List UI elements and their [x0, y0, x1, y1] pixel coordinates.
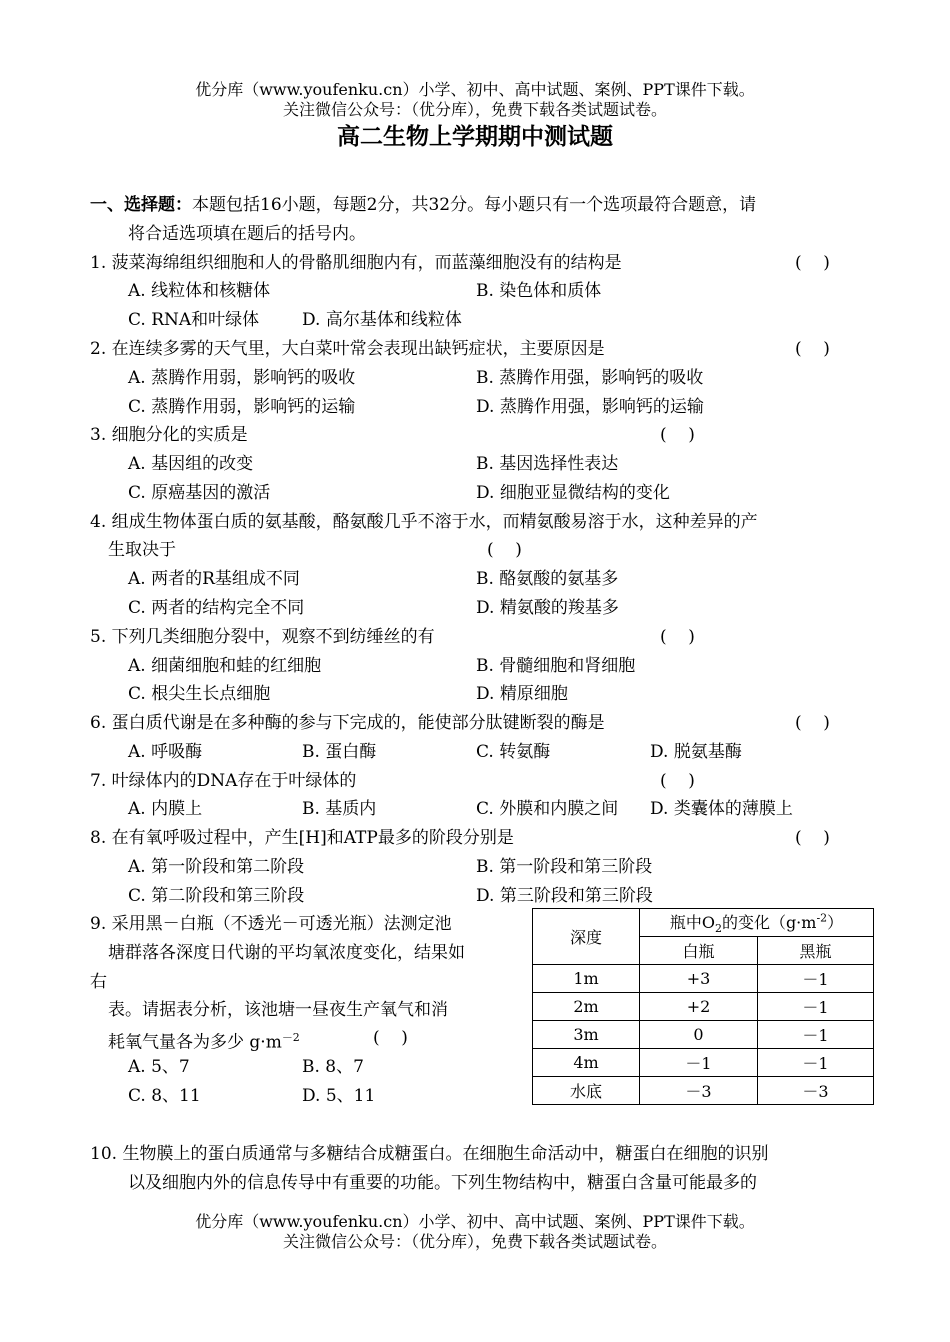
q5-answer-paren: ( ) — [660, 627, 695, 647]
table-row — [533, 993, 874, 1021]
table-cell-white: +2 — [640, 993, 758, 1021]
q6-answer-paren: ( ) — [795, 713, 830, 733]
footer-line-1: 优分库（www.youfenku.cn）小学、初中、高中试题、案例、PPT课件下载。 — [195, 1212, 755, 1231]
header-line-1: 优分库（www.youfenku.cn）小学、初中、高中试题、案例、PPT课件下载。 — [195, 80, 755, 99]
table-row — [533, 965, 874, 993]
q3-option-a: A. 基因组的改变 — [128, 454, 254, 474]
table-row — [533, 1049, 874, 1077]
q9-option-b: B. 8、7 — [302, 1057, 364, 1077]
q9-stem-line2: 塘群落各深度日代谢的平均氧浓度变化，结果如 — [108, 943, 465, 963]
q2-answer-paren: ( ) — [795, 339, 830, 359]
q4-stem: 4. 组成生物体蛋白质的氨基酸，酪氨酸几乎不溶于水，而精氨酸易溶于水，这种差异的产 — [90, 512, 758, 532]
q10-stem: 10. 生物膜上的蛋白质通常与多糖结合成糖蛋白。在细胞生命活动中，糖蛋白在细胞的识别 — [90, 1144, 769, 1164]
q8-option-d: D. 第三阶段和第三阶段 — [476, 886, 653, 906]
q3-option-c: C. 原癌基因的激活 — [128, 483, 271, 503]
table-cell-depth: 水底 — [533, 1077, 640, 1105]
q4-answer-paren: ( ) — [487, 540, 522, 560]
q4-stem-cont: 生取决于 — [108, 540, 176, 560]
table-cell-black: －1 — [758, 993, 874, 1021]
q6-option-d: D. 脱氨基酶 — [650, 742, 742, 762]
q3-option-b: B. 基因选择性表达 — [476, 454, 619, 474]
q7-answer-paren: ( ) — [660, 771, 695, 791]
table-cell-white: －1 — [640, 1049, 758, 1077]
table-cell-white: +3 — [640, 965, 758, 993]
table-header-depth: 深度 — [533, 909, 640, 965]
q9-option-d: D. 5、11 — [302, 1086, 376, 1106]
q2-option-d: D. 蒸腾作用强，影响钙的运输 — [476, 397, 704, 417]
q1-option-a: A. 线粒体和核糖体 — [128, 281, 271, 301]
footer-line-2: 关注微信公众号：（优分库），免费下载各类试题试卷。 — [282, 1232, 667, 1251]
table-row — [533, 1021, 874, 1049]
page-title: 高二生物上学期期中测试题 — [337, 124, 613, 150]
q5-option-a: A. 细菌细胞和蛙的红细胞 — [128, 656, 322, 676]
header-line-2: 关注微信公众号：（优分库），免费下载各类试题试卷。 — [282, 100, 667, 119]
q3-stem: 3. 细胞分化的实质是 — [90, 425, 248, 445]
section-intro-cont: 将合适选项填在题后的括号内。 — [128, 224, 366, 244]
q4-option-c: C. 两者的结构完全不同 — [128, 598, 305, 618]
q9-option-c: C. 8、11 — [128, 1086, 201, 1106]
table-header-white-bottle: 白瓶 — [640, 937, 758, 965]
q6-option-b: B. 蛋白酶 — [302, 742, 377, 762]
table-cell-depth: 4m — [533, 1049, 640, 1077]
q5-stem: 5. 下列几类细胞分裂中，观察不到纺缍丝的有 — [90, 627, 435, 647]
section-intro: 一、选择题：本题包括16小题，每题2分，共32分。每小题只有一个选项最符合题意，请 — [90, 195, 757, 215]
q9-answer-paren: ( ) — [373, 1028, 408, 1048]
q2-option-c: C. 蒸腾作用弱，影响钙的运输 — [128, 397, 356, 417]
table-cell-black: －1 — [758, 1021, 874, 1049]
table-cell-white: －3 — [640, 1077, 758, 1105]
table-cell-black: －1 — [758, 1049, 874, 1077]
q5-option-c: C. 根尖生长点细胞 — [128, 684, 271, 704]
q9-stem-line3: 右 — [90, 972, 107, 992]
q6-option-a: A. 呼吸酶 — [128, 742, 203, 762]
q2-stem: 2. 在连续多雾的天气里，大白菜叶常会表现出缺钙症状，主要原因是 — [90, 339, 605, 359]
table-cell-white: 0 — [640, 1021, 758, 1049]
q6-stem: 6. 蛋白质代谢是在多种酶的参与下完成的，能使部分肽键断裂的酶是 — [90, 713, 605, 733]
q4-option-b: B. 酪氨酸的氨基多 — [476, 569, 619, 589]
q3-option-d: D. 细胞亚显微结构的变化 — [476, 483, 670, 503]
q4-option-d: D. 精氨酸的羧基多 — [476, 598, 619, 618]
table-cell-black: －1 — [758, 965, 874, 993]
q4-option-a: A. 两者的R基组成不同 — [128, 569, 300, 589]
q1-option-b: B. 染色体和质体 — [476, 281, 602, 301]
q8-option-b: B. 第一阶段和第三阶段 — [476, 857, 653, 877]
q2-option-b: B. 蒸腾作用强，影响钙的吸收 — [476, 368, 704, 388]
q7-option-d: D. 类囊体的薄膜上 — [650, 799, 793, 819]
table-header-o2-change: 瓶中$O_2$的变化$(g\cdot m^{-2})$ — [640, 909, 874, 937]
q7-option-a: A. 内膜上 — [128, 799, 203, 819]
table-row — [533, 1077, 874, 1105]
q8-stem: 8. 在有氧呼吸过程中，产生[H]和ATP最多的阶段分别是 — [90, 828, 514, 848]
table-cell-depth: 1m — [533, 965, 640, 993]
q1-option-c: C. RNA和叶绿体 — [128, 310, 260, 330]
q3-answer-paren: ( ) — [660, 425, 695, 445]
q9-stem-line4: 表。请据表分析，该池塘一昼夜生产氧气和消 — [108, 1000, 448, 1020]
table-cell-black: －3 — [758, 1077, 874, 1105]
q5-option-b: B. 骨髓细胞和肾细胞 — [476, 656, 636, 676]
q9-stem: 9. 采用黑－白瓶（不透光－可透光瓶）法测定池 — [90, 914, 452, 934]
table-cell-depth: 3m — [533, 1021, 640, 1049]
q8-option-c: C. 第二阶段和第三阶段 — [128, 886, 305, 906]
q8-answer-paren: ( ) — [795, 828, 830, 848]
q9-option-a: A. 5、7 — [128, 1057, 190, 1077]
section-label: 一、选择题： — [90, 195, 192, 215]
q1-option-d: D. 高尔基体和线粒体 — [302, 310, 462, 330]
q7-option-c: C. 外膜和内膜之间 — [476, 799, 619, 819]
table-cell-depth: 2m — [533, 993, 640, 1021]
q2-option-a: A. 蒸腾作用弱，影响钙的吸收 — [128, 368, 356, 388]
q10-stem-cont: 以及细胞内外的信息传导中有重要的功能。下列生物结构中，糖蛋白含量可能最多的 — [128, 1173, 757, 1193]
q1-stem: 1. 菠菜海绵组织细胞和人的骨骼肌细胞内有，而蓝藻细胞没有的结构是 — [90, 253, 622, 273]
q7-option-b: B. 基质内 — [302, 799, 377, 819]
oxygen-change-table — [532, 908, 874, 1105]
q6-option-c: C. 转氨酶 — [476, 742, 551, 762]
q5-option-d: D. 精原细胞 — [476, 684, 568, 704]
q9-stem-line5: 耗氧气量各为多少 $g\cdot m^{-2}$ — [108, 1031, 300, 1053]
q7-stem: 7. 叶绿体内的DNA存在于叶绿体的 — [90, 771, 357, 791]
table-header-black-bottle: 黑瓶 — [758, 937, 874, 965]
q8-option-a: A. 第一阶段和第二阶段 — [128, 857, 305, 877]
q1-answer-paren: ( ) — [795, 253, 830, 273]
